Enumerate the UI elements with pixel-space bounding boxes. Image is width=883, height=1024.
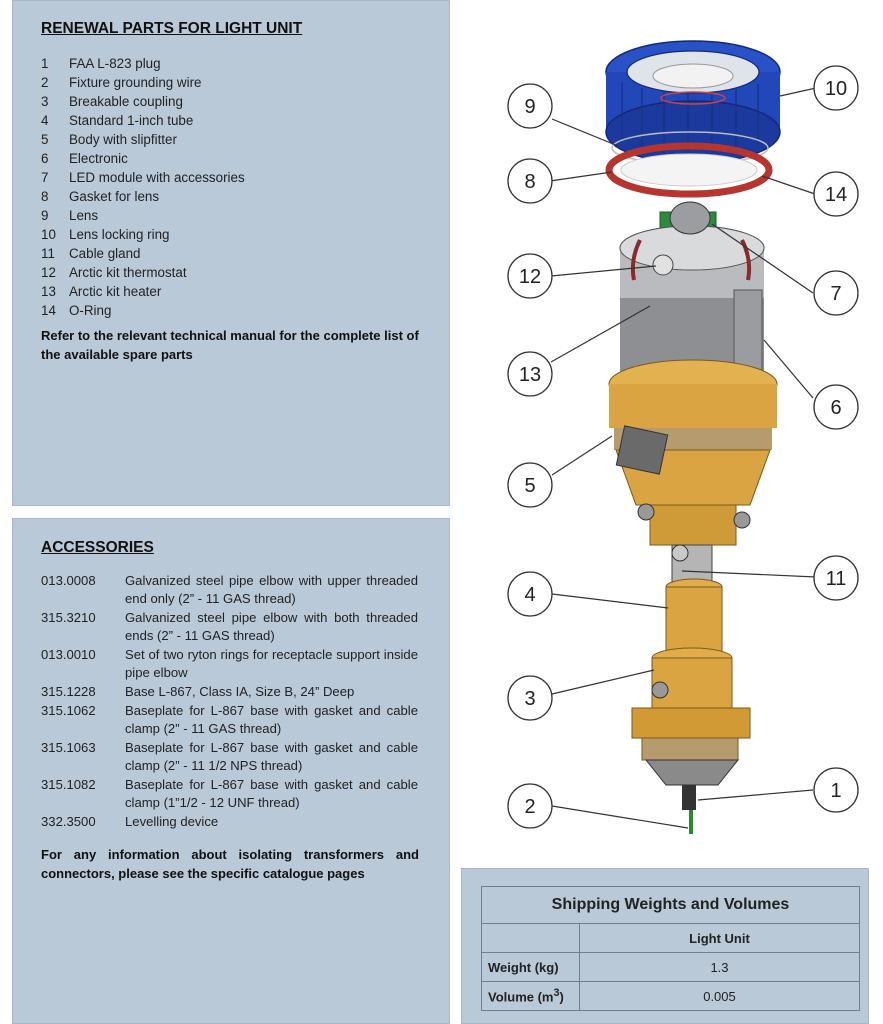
- accessory-item: [41, 739, 418, 775]
- part-label: Lens locking ring: [69, 227, 170, 242]
- part-label: Body with slipfitter: [69, 132, 177, 147]
- part-number: 8: [41, 189, 49, 204]
- part-number: 14: [41, 303, 56, 318]
- parts-list-item: [41, 244, 245, 263]
- parts-list-item: [41, 263, 245, 282]
- callout-14: [814, 172, 858, 216]
- callout-number: 12: [518, 266, 542, 288]
- callout-6: [814, 385, 858, 429]
- volume-label-end: ): [559, 989, 564, 1005]
- part-label: LED module with accessories: [69, 170, 245, 185]
- part-number: 3: [41, 94, 49, 109]
- accessory-description: Galvanized steel pipe elbow with upper threaded end only (2” - 11 GAS thread): [125, 573, 418, 606]
- shipping-table: [481, 886, 860, 1011]
- renewal-parts-title: RENEWAL PARTS FOR LIGHT UNIT: [41, 20, 303, 37]
- callout-7: [814, 271, 858, 315]
- part-number: 6: [41, 151, 49, 166]
- callout-5: [508, 463, 552, 507]
- part-label: Cable gland: [69, 246, 141, 261]
- part-number: 9: [41, 208, 49, 223]
- parts-list-item: [41, 149, 245, 168]
- weight-label: Weight (kg): [482, 953, 580, 982]
- part-label: Breakable coupling: [69, 94, 183, 109]
- callout-number: 9: [524, 96, 536, 118]
- part-number: 11: [41, 246, 55, 261]
- accessory-description: Baseplate for L-867 base with gasket and cable clamp (2” - 11 1/2 NPS thread): [125, 740, 418, 773]
- coupling-drawing: [632, 648, 750, 834]
- callout-number: 13: [518, 364, 542, 386]
- accessory-code: 013.0010: [41, 647, 96, 662]
- shipping-header-empty: [482, 924, 580, 953]
- accessory-code: 315.1228: [41, 684, 96, 699]
- parts-list-item: [41, 92, 245, 111]
- part-label: Standard 1-inch tube: [69, 113, 194, 128]
- accessories-note: For any information about isolating transformers and connectors, please see the specific catalogue pages: [41, 847, 419, 881]
- volume-label-text: Volume (m: [488, 989, 554, 1005]
- callout-9: [508, 84, 552, 128]
- volume-label: [482, 982, 580, 1011]
- part-label: Electronic: [69, 151, 128, 166]
- callout-number: 10: [824, 78, 848, 100]
- accessory-description: Set of two ryton rings for receptacle support inside pipe elbow: [125, 647, 418, 680]
- accessory-item: [41, 702, 418, 738]
- part-number: 1: [41, 56, 49, 71]
- body-drawing: [609, 360, 777, 545]
- callout-12: [508, 254, 552, 298]
- part-number: 7: [41, 170, 49, 185]
- part-number: 5: [41, 132, 49, 147]
- accessory-item: [41, 646, 418, 682]
- accessory-item: [41, 683, 418, 701]
- shipping-panel: [461, 868, 869, 1024]
- accessory-description: Baseplate for L-867 base with gasket and cable clamp (1”1/2 - 12 UNF thread): [125, 777, 418, 810]
- part-number: 10: [41, 227, 56, 242]
- shipping-column-header: Light Unit: [580, 924, 860, 953]
- part-label: Fixture grounding wire: [69, 75, 202, 90]
- accessory-description: Levelling device: [125, 814, 219, 829]
- electronics-housing-drawing: [620, 202, 764, 386]
- renewal-parts-panel: [12, 0, 450, 506]
- parts-list-item: [41, 301, 245, 320]
- volume-unit-sup: 3: [553, 987, 560, 1000]
- callout-number: 1: [830, 780, 842, 802]
- part-label: Gasket for lens: [69, 189, 160, 204]
- accessories-title: ACCESSORIES: [41, 539, 154, 556]
- parts-list-item: [41, 130, 245, 149]
- accessory-description: Galvanized steel pipe elbow with both threaded ends (2” - 11 GAS thread): [125, 610, 418, 643]
- callout-number: 6: [830, 397, 842, 419]
- callout-number: 14: [824, 184, 848, 206]
- callout-1: [814, 768, 858, 812]
- volume-value: 0.005: [580, 982, 860, 1011]
- tube-drawing: [666, 545, 722, 657]
- accessory-description: Base L-867, Class IA, Size B, 24” Deep: [125, 684, 355, 699]
- accessory-code: 332.3500: [41, 814, 96, 829]
- light-unit-exploded-figure: [450, 0, 883, 868]
- callout-number: 11: [825, 568, 847, 590]
- accessory-item: [41, 776, 418, 812]
- callout-number: 2: [524, 796, 536, 818]
- accessory-code: 315.1082: [41, 777, 96, 792]
- accessory-description: Baseplate for L-867 base with gasket and cable clamp (2” - 11 GAS thread): [125, 703, 418, 736]
- parts-list-item: [41, 111, 245, 130]
- weight-value: 1.3: [580, 953, 860, 982]
- callout-3: [508, 676, 552, 720]
- callout-4: [508, 572, 552, 616]
- shipping-title: Shipping Weights and Volumes: [482, 887, 860, 924]
- callout-number: 4: [524, 584, 536, 606]
- callout-number: 7: [830, 283, 842, 305]
- renewal-parts-list: [41, 54, 245, 320]
- accessory-code: 315.1062: [41, 703, 96, 718]
- callout-8: [508, 159, 552, 203]
- part-number: 4: [41, 113, 49, 128]
- part-number: 2: [41, 75, 49, 90]
- accessory-item: [41, 572, 418, 608]
- parts-list-item: [41, 282, 245, 301]
- callout-2: [508, 784, 552, 828]
- callout-13: [508, 352, 552, 396]
- accessory-code: 315.3210: [41, 610, 96, 625]
- accessories-list: [41, 572, 418, 832]
- part-label: O-Ring: [69, 303, 112, 318]
- renewal-note: Refer to the relevant technical manual for the complete list of the available spare parts: [41, 328, 419, 362]
- callout-11: [814, 556, 858, 600]
- parts-list-item: [41, 187, 245, 206]
- accessory-code: 013.0008: [41, 573, 96, 588]
- part-label: Arctic kit thermostat: [69, 265, 187, 280]
- callout-number: 8: [524, 171, 536, 193]
- callout-number: 3: [524, 688, 536, 710]
- part-number: 13: [41, 284, 56, 299]
- part-label: Lens: [69, 208, 99, 223]
- parts-list-item: [41, 225, 245, 244]
- accessory-code: 315.1063: [41, 740, 96, 755]
- part-label: FAA L-823 plug: [69, 56, 161, 71]
- part-label: Arctic kit heater: [69, 284, 162, 299]
- parts-list-item: [41, 73, 245, 92]
- parts-list-item: [41, 168, 245, 187]
- accessory-item: [41, 813, 418, 831]
- callout-10: [814, 66, 858, 110]
- callout-number: 5: [524, 475, 536, 497]
- parts-list-item: [41, 54, 245, 73]
- parts-list-item: [41, 206, 245, 225]
- accessories-panel: [12, 518, 450, 1024]
- part-number: 12: [41, 265, 56, 280]
- accessory-item: [41, 609, 418, 645]
